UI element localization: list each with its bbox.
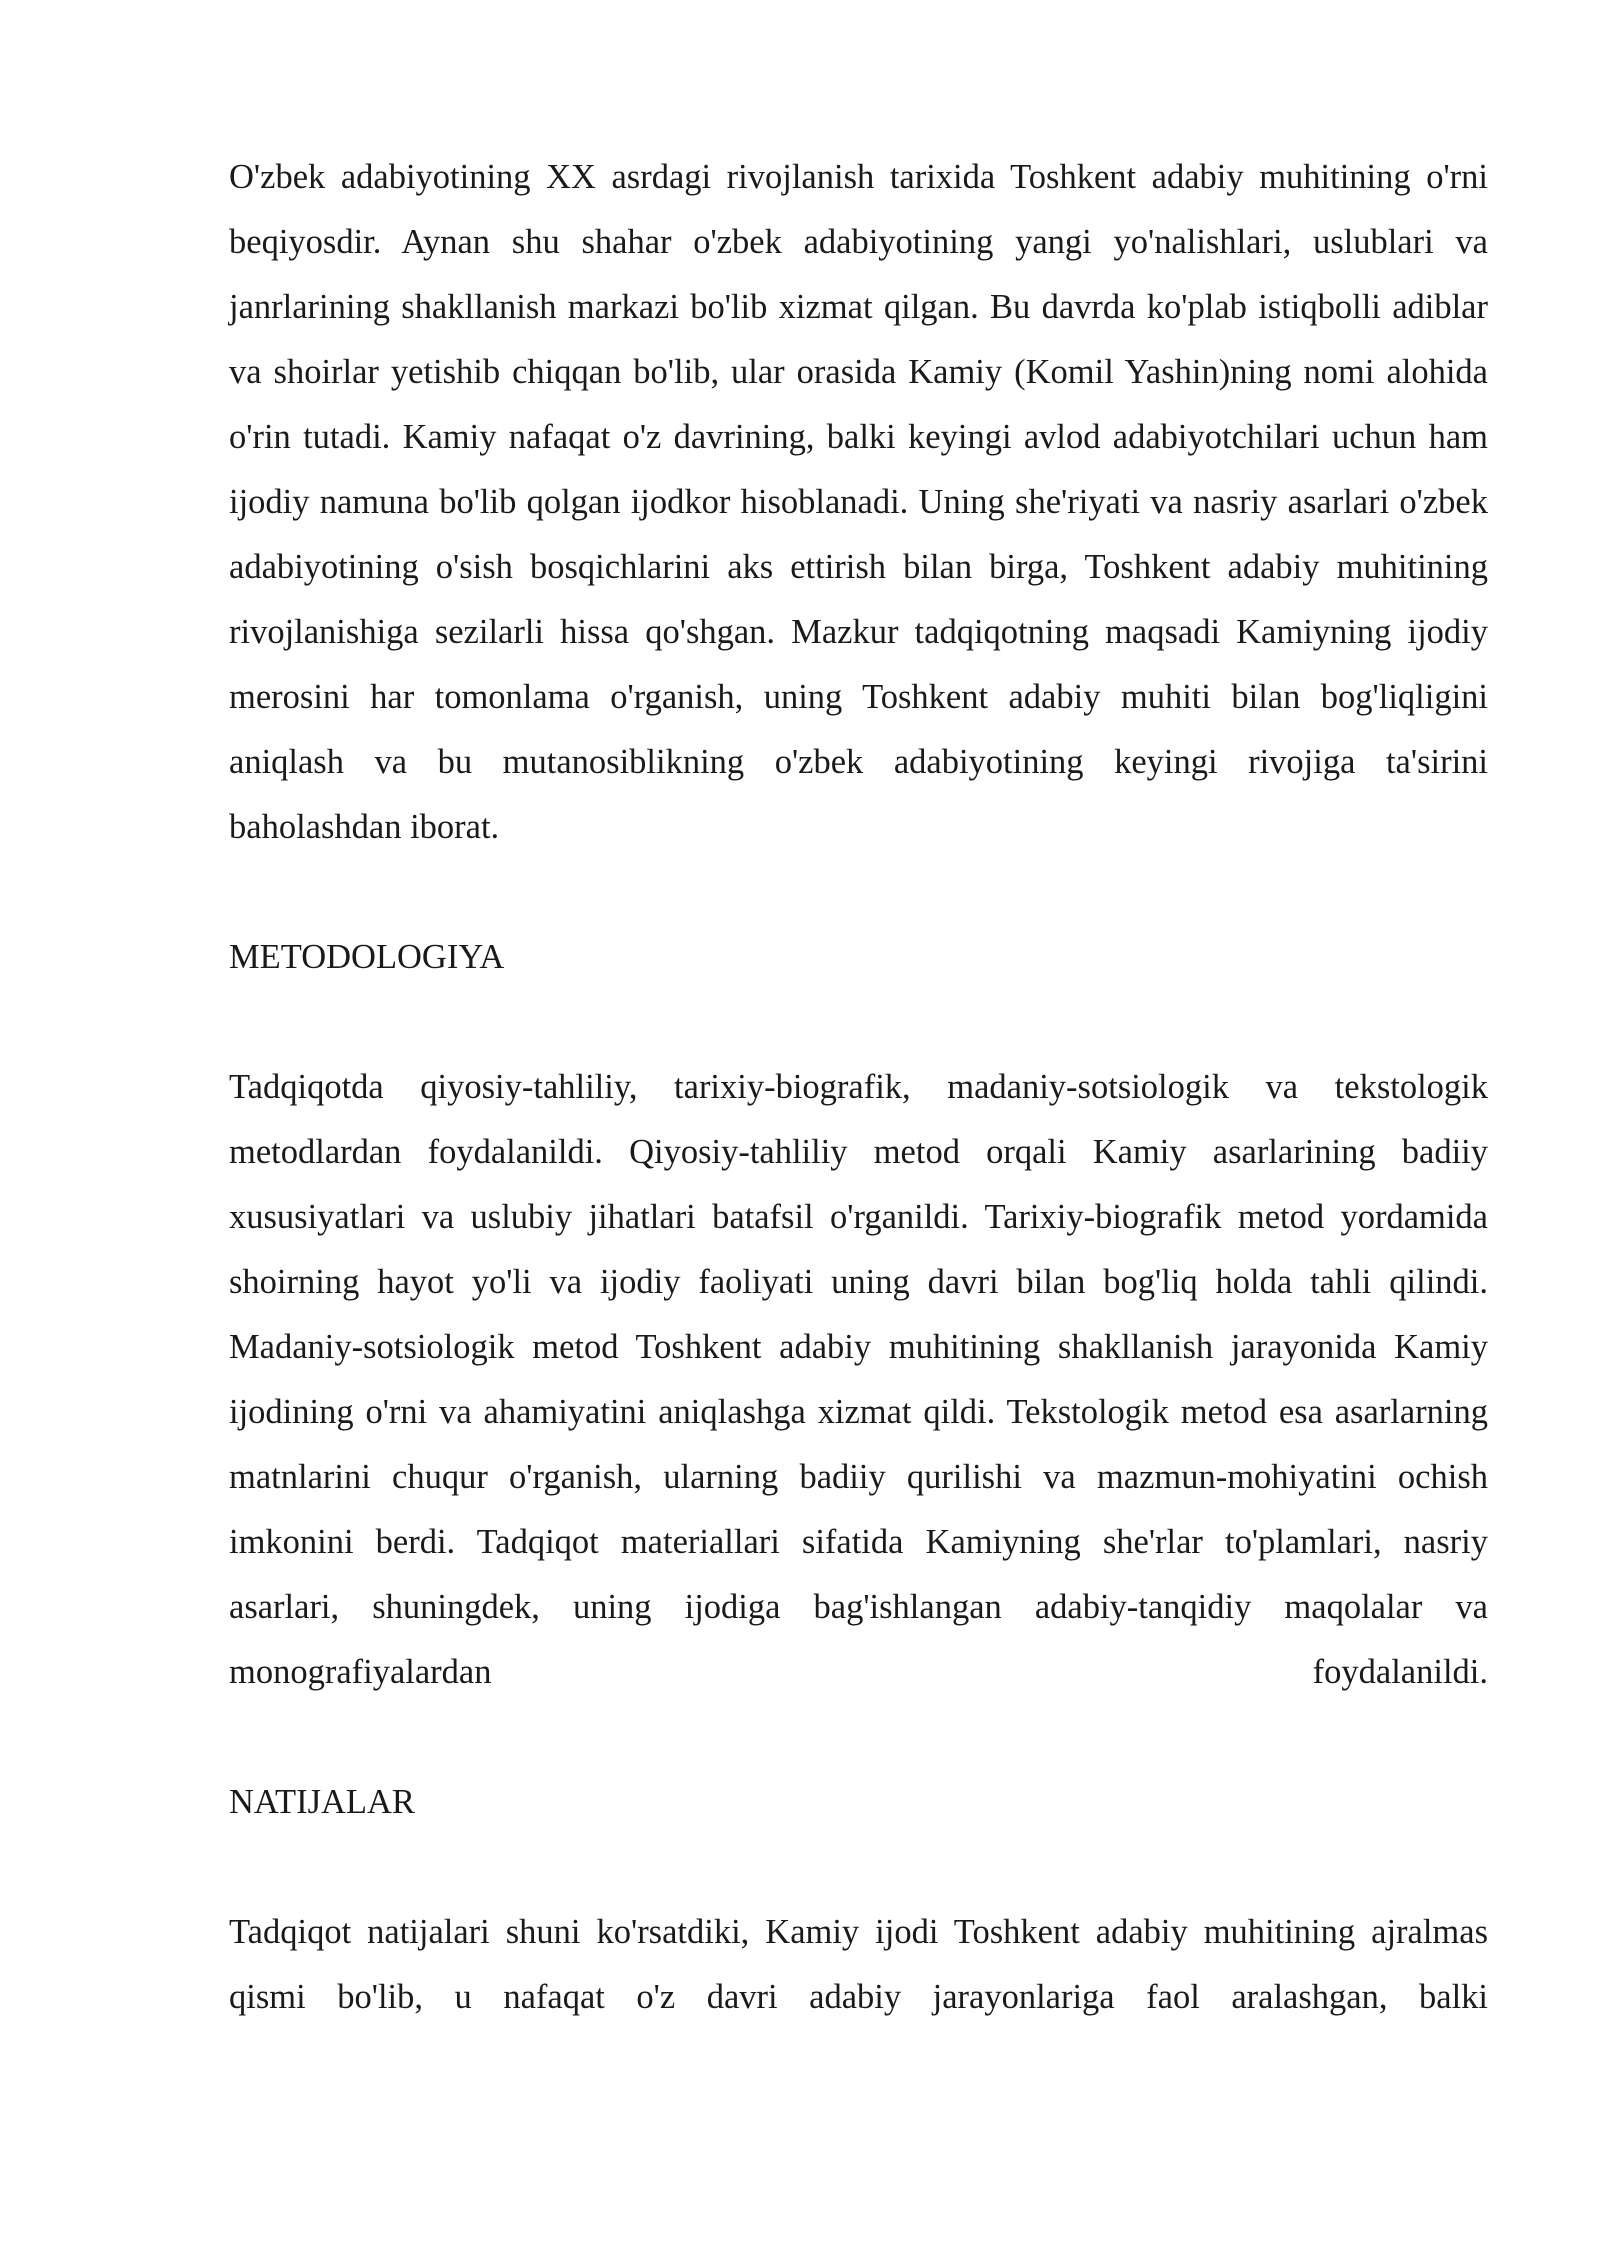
methodology-paragraph: Tadqiqotda qiyosiy-tahliliy, tarixiy-biografik, madaniy-sotsiologik va tekstologik metodlardan foydalanildi. Qiyosiy-tahliliy metod orqali Kamiy asarlarining badiiy xususiyatlari va uslubiy jihatlari batafsil o'rganildi. Tarixiy-biografik metod yordamida shoirning hayot yo'li va ijodiy faoliyati uning davri bilan bog'liq holda tahli qilindi. Madaniy-sotsiologik metod Toshkent adabiy muhitining shakllanish jarayonida Kamiy ijodining o'rni va ahamiyatini aniqlashga xizmat qildi. Tekstologik metod esa asarlarning matnlarini chuqur o'rganish, ularning badiiy qurilishi va mazmun-mohiyatini ochish imkonini berdi. Tadqiqot materiallari sifatida Kamiyning she'rlar to'plamlari, nasriy asarlari, shuningdek, uning ijodiga bag'ishlangan adabiy-tanqidiy maqolalar va monografiyalardan foydalanildi. [229, 1068, 1488, 1691]
methodology-heading: METODOLOGIYA [229, 938, 505, 976]
document-page [229, 145, 1488, 2030]
intro-paragraph: O'zbek adabiyotining XX asrdagi rivojlanish tarixida Toshkent adabiy muhitining o'rni beqiyosdir. Aynan shu shahar o'zbek adabiyotining yangi yo'nalishlari, uslublari va janrlarining shakllanish markazi bo'lib xizmat qilgan. Bu davrda ko'plab istiqbolli adiblar va shoirlar yetishib chiqqan bo'lib, ular orasida Kamiy (Komil Yashin)ning nomi alohida o'rin tutadi. Kamiy nafaqat o'z davrining, balki keyingi avlod adabiyotchilari uchun ham ijodiy namuna bo'lib qolgan ijodkor hisoblanadi. Uning she'riyati va nasriy asarlari o'zbek adabiyotining o'sish bosqichlarini aks ettirish bilan birga, Toshkent adabiy muhitining rivojlanishiga sezilarli hissa qo'shgan. Mazkur tadqiqotning maqsadi Kamiyning ijodiy merosini har tomonlama o'rganish, uning Toshkent adabiy muhiti bilan bog'liqligini aniqlash va bu mutanosiblikning o'zbek adabiyotining keyingi rivojiga ta'sirini baholashdan iborat. [229, 158, 1488, 846]
results-paragraph: Tadqiqot natijalari shuni ko'rsatdiki, Kamiy ijodi Toshkent adabiy muhitining ajralmas qismi bo'lib, u nafaqat o'z davri adabiy jarayonlariga faol aralashgan, balki [229, 1913, 1488, 2016]
results-heading: NATIJALAR [229, 1783, 415, 1821]
